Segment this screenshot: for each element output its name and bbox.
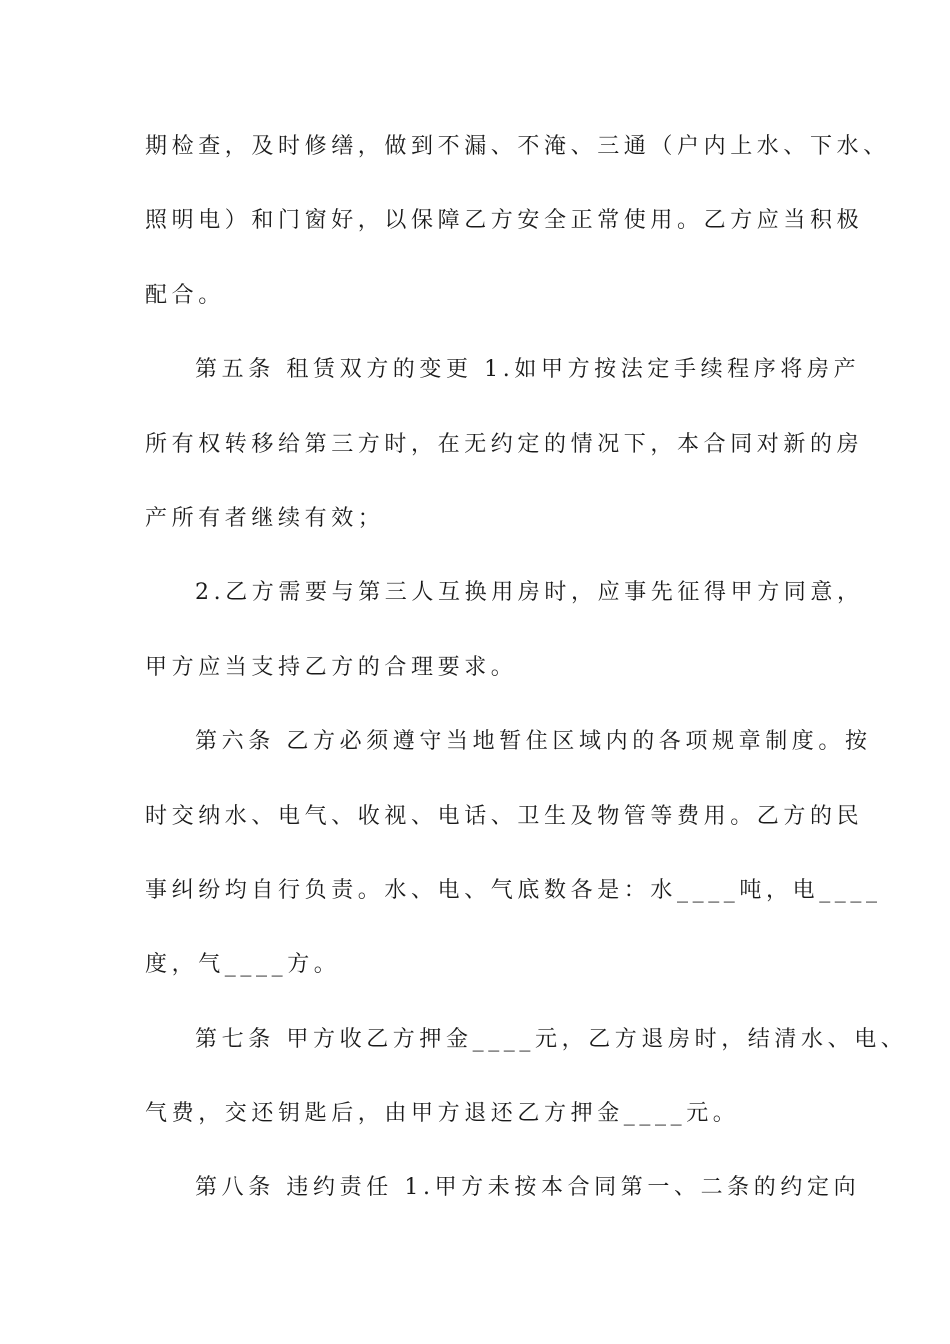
text-line-6: 产所有者继续有效； — [145, 505, 385, 531]
article-5-item-2-line: 2.乙方需要与第三人互换用房时，应事先征得甲方同意， — [195, 580, 864, 606]
text-line-8: 甲方应当支持乙方的合理要求。 — [145, 654, 518, 680]
article-6-heading-line: 第六条 乙方必须遵守当地暂住区域内的各项规章制度。按 — [195, 729, 872, 755]
text-line-10: 时交纳水、电气、收视、电话、卫生及物管等费用。乙方的民 — [145, 803, 864, 829]
article-8-heading-line: 第八条 违约责任 1.甲方未按本合同第一、二条的约定向 — [195, 1175, 861, 1201]
text-line-14: 气费，交还钥匙后，由甲方退还乙方押金____元。 — [145, 1101, 740, 1127]
text-line-12: 度，气____方。 — [145, 952, 341, 978]
text-line-3: 配合。 — [145, 282, 225, 308]
text-line-5: 所有权转移给第三方时，在无约定的情况下，本合同对新的房 — [145, 431, 864, 457]
article-5-heading-line: 第五条 租赁双方的变更 1.如甲方按法定手续程序将房产 — [195, 357, 861, 383]
text-line-2: 照明电）和门窗好，以保障乙方安全正常使用。乙方应当积极 — [145, 208, 864, 234]
contract-text — [145, 126, 908, 1242]
text-line-1: 期检查，及时修缮，做到不漏、不淹、三通（户内上水、下水、 — [145, 134, 890, 159]
article-7-heading-line: 第七条 甲方收乙方押金____元，乙方退房时，结清水、电、 — [195, 1026, 908, 1052]
text-line-11: 事纠纷均自行负责。水、电、气底数各是：水____吨，电____ — [145, 877, 882, 903]
